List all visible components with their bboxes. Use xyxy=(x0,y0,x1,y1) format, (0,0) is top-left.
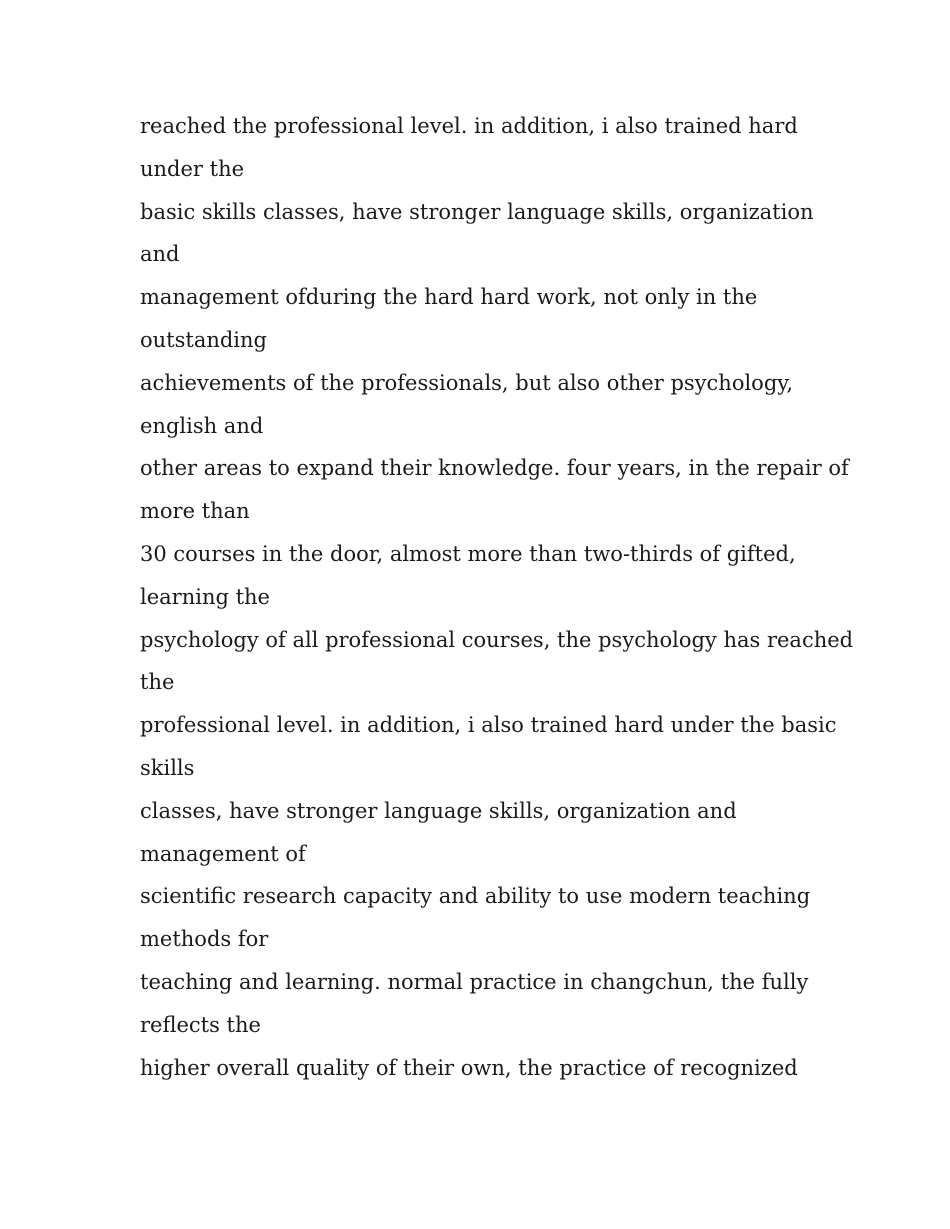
text-line: higher overall quality of their own, the practice of recognized xyxy=(140,1055,798,1080)
text-line: professional level. in addition, i also trained hard under the basic xyxy=(140,713,837,738)
text-line: teaching and learning. normal practice in changchun, the fully xyxy=(140,969,809,994)
text-line: basic skills classes, have stronger language skills, organization xyxy=(140,199,814,224)
text-line: management of xyxy=(140,841,306,866)
text-line: scientific research capacity and ability to use modern teaching xyxy=(140,884,811,909)
text-line: learning the xyxy=(140,584,270,609)
text-line: outstanding xyxy=(140,327,267,352)
text-line: achievements of the professionals, but also other psychology, xyxy=(140,370,794,395)
text-line: english and xyxy=(140,413,264,438)
text-line: skills xyxy=(140,755,195,780)
text-line: and xyxy=(140,242,180,267)
text-line: methods for xyxy=(140,927,269,952)
text-line: reflects the xyxy=(140,1012,261,1037)
text-line: psychology of all professional courses, the psychology has reached xyxy=(140,627,854,652)
text-line: classes, have stronger language skills, organization and xyxy=(140,798,737,823)
text-line: management ofduring the hard hard work, not only in the xyxy=(140,285,758,310)
text-line: the xyxy=(140,670,175,695)
body-text xyxy=(140,105,854,1089)
text-line: other areas to expand their knowledge. four years, in the repair of xyxy=(140,456,849,481)
text-line: reached the professional level. in addition, i also trained hard xyxy=(140,114,798,138)
text-line: more than xyxy=(140,499,250,524)
text-line: 30 courses in the door, almost more than two-thirds of gifted, xyxy=(140,541,796,566)
text-line: under the xyxy=(140,156,245,181)
